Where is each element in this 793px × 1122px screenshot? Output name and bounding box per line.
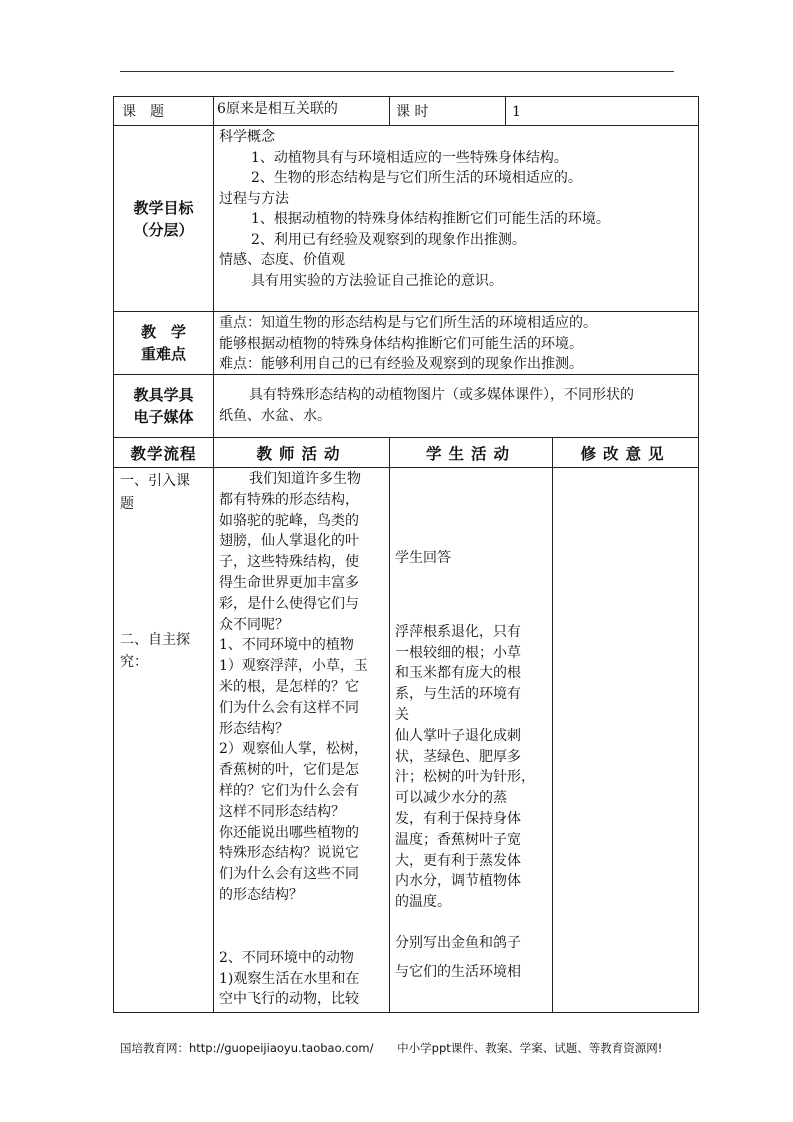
teacher-line: 如骆驼的驼峰，鸟类的 xyxy=(219,512,359,529)
header-rule xyxy=(120,71,674,72)
teacher-line: 众不同呢？ xyxy=(219,616,289,633)
teacher-line: 得生命世界更加丰富多 xyxy=(219,574,359,591)
student-line: 分别写出金鱼和鸽子 xyxy=(395,934,521,951)
materials-label-cell xyxy=(113,374,214,438)
student-line: 内水分，调节植物体 xyxy=(395,873,521,890)
teacher-line: 翅膀，仙人掌退化的叶 xyxy=(219,533,359,550)
period-value: 1 xyxy=(512,104,521,120)
student-activity-cell xyxy=(389,467,553,1013)
objectives-heading-methods: 过程与方法 xyxy=(219,190,289,207)
flow-header-student-label: 学生活动 xyxy=(425,443,516,463)
teacher-line: 1、不同环境中的植物 xyxy=(219,637,354,654)
keypoints-label-1: 教 学 xyxy=(140,323,186,341)
objectives-line: 1、动植物具有与环境相适应的一些特殊身体结构。 xyxy=(251,149,568,166)
teacher-line: 这样不同形态结构？ xyxy=(219,803,345,820)
flow-stage-cell xyxy=(113,467,214,1013)
keypoints-line: 难点：能够利用自己的已有经验及观察到的现象作出推测。 xyxy=(219,356,583,372)
teacher-line: 们为什么会有这些不同 xyxy=(219,866,359,883)
student-line: 大，更有利于蒸发体 xyxy=(395,852,521,869)
teacher-line: 子，这些特殊结构，使 xyxy=(219,554,359,571)
teacher-line: 彩，是什么使得它们与 xyxy=(219,595,359,612)
teacher-line: 2、不同环境中的动物 xyxy=(219,949,354,966)
student-line: 可以减少水分的蒸 xyxy=(395,790,507,807)
notes-cell xyxy=(552,467,699,1013)
objectives-label-cell xyxy=(113,125,214,312)
period-value-cell xyxy=(505,96,699,126)
teacher-line: 我们知道许多生物 xyxy=(249,471,361,487)
student-line: 的温度。 xyxy=(395,894,451,911)
teacher-line: 的形态结构？ xyxy=(219,886,303,903)
teacher-line: 都有特殊的形态结构， xyxy=(219,491,359,508)
teacher-activity-cell xyxy=(213,467,390,1013)
footer-slogan: 中小学ppt课件、教案、学案、试题、等教育资源网! xyxy=(397,1041,663,1055)
objectives-line: 2、利用已有经验及观察到的现象作出推测。 xyxy=(251,231,526,248)
teacher-line: 你还能说出哪些植物的 xyxy=(219,824,359,841)
topic-label-cell xyxy=(113,96,214,126)
objectives-content-cell xyxy=(213,125,699,312)
objectives-heading-concepts: 科学概念 xyxy=(219,129,275,145)
flow-header-stage-label: 教学流程 xyxy=(130,443,197,463)
materials-line: 纸鱼、水盆、水。 xyxy=(219,407,331,424)
student-line: 温度；香蕉树叶子宽 xyxy=(395,831,521,848)
flow-header-notes xyxy=(552,437,699,468)
period-label-cell xyxy=(389,96,506,126)
flow-header-notes-label: 修改意见 xyxy=(580,443,671,463)
materials-label-1: 教具学具 xyxy=(133,386,194,404)
teacher-line: 样的？它们为什么会有 xyxy=(219,782,359,799)
stage-explore-line: 二、自主探 xyxy=(120,631,190,648)
keypoints-line: 能够根据动植物的特殊身体结构推断它们可能生活的环境。 xyxy=(219,335,583,352)
teacher-line: 形态结构？ xyxy=(219,720,289,737)
materials-line: 具有特殊形态结构的动植物图片（或多媒体课件），不同形状的 xyxy=(249,387,634,403)
footer-site: 国培教育网：http://guopeijiaoyu.taobao.com/ xyxy=(120,1041,374,1055)
stage-explore-line: 究： xyxy=(120,654,148,671)
flow-header-teacher-label: 教师活动 xyxy=(256,443,347,463)
teacher-line: 米的根，是怎样的？它 xyxy=(219,678,359,695)
materials-content-cell xyxy=(213,374,699,438)
teacher-line: 们为什么会有这样不同 xyxy=(219,699,359,716)
teacher-line: 1)观察生活在水里和在 xyxy=(219,970,360,987)
period-label: 课 时 xyxy=(396,104,429,120)
student-line: 发，有利于保持身体 xyxy=(395,810,521,827)
teacher-line: 2）观察仙人掌，松树， xyxy=(219,741,368,758)
student-line: 关 xyxy=(395,706,409,723)
flow-header-stage xyxy=(113,437,214,468)
objectives-heading-attitude: 情感、态度、价值观 xyxy=(219,252,345,268)
objectives-label-1: 教学目标 xyxy=(133,198,194,217)
stage-intro-line: 题 xyxy=(120,495,134,512)
topic-value-cell xyxy=(213,96,390,126)
student-line: 仙人掌叶子退化成刺 xyxy=(395,727,521,744)
student-line: 浮萍根系退化，只有 xyxy=(395,623,521,640)
page-footer xyxy=(120,1040,662,1056)
student-line: 学生回答 xyxy=(395,550,451,566)
student-line: 汁；松树的叶为针形， xyxy=(395,769,535,786)
objectives-line: 2、生物的形态结构是与它们所生活的环境相适应的。 xyxy=(251,170,582,186)
objectives-label-2: （分层） xyxy=(133,220,194,239)
lesson-plan-table xyxy=(113,96,699,1013)
teacher-line: 1）观察浮萍，小草，玉 xyxy=(219,658,368,675)
keypoints-label-cell xyxy=(113,311,214,375)
teacher-line: 空中飞行的动物，比较 xyxy=(219,991,359,1008)
topic-value: 6原来是相互关联的 xyxy=(217,101,338,117)
flow-header-student xyxy=(389,437,553,468)
student-line: 与它们的生活环境相 xyxy=(395,963,521,980)
objectives-line: 1、根据动植物的特殊身体结构推断它们可能生活的环境。 xyxy=(251,211,610,227)
flow-header-teacher xyxy=(213,437,390,468)
student-line: 和玉米都有庞大的根 xyxy=(395,665,521,682)
keypoints-content-cell xyxy=(213,311,699,375)
student-line: 状，茎绿色、肥厚多 xyxy=(395,748,521,765)
keypoints-line: 重点：知道生物的形态结构是与它们所生活的环境相适应的。 xyxy=(219,315,597,331)
teacher-line: 特殊形态结构？说说它 xyxy=(219,845,359,862)
materials-label-2: 电子媒体 xyxy=(133,408,194,426)
teacher-line: 香蕉树的叶，它们是怎 xyxy=(219,762,359,779)
student-line: 一根较细的根；小草 xyxy=(395,644,521,661)
keypoints-label-2: 重难点 xyxy=(140,345,186,363)
stage-intro-line: 一、引入课 xyxy=(120,473,190,489)
topic-label: 课 题 xyxy=(122,104,164,120)
student-line: 系，与生活的环境有 xyxy=(395,686,521,703)
objectives-line: 具有用实验的方法验证自己推论的意识。 xyxy=(251,272,503,289)
